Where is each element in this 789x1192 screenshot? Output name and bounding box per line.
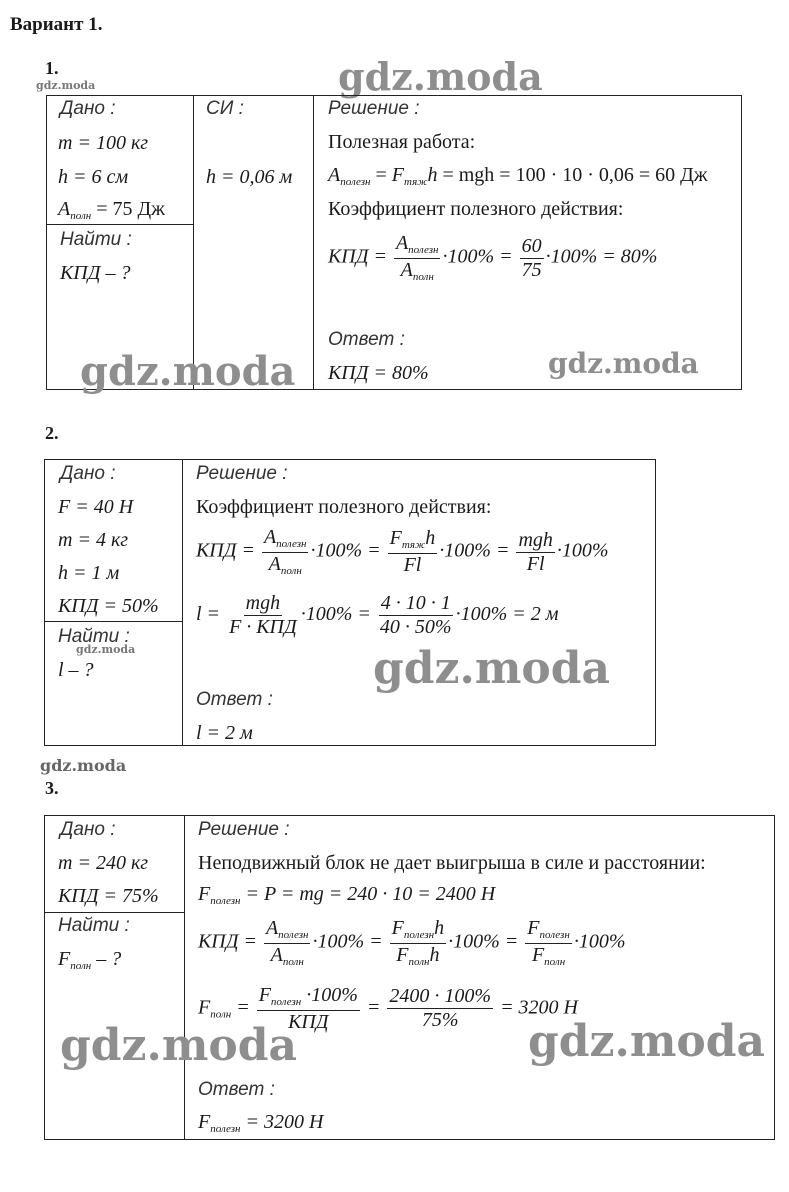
- solution-label: Решение :: [198, 819, 290, 840]
- si-label: СИ :: [206, 98, 244, 119]
- find-value: КПД – ?: [60, 262, 131, 284]
- answer-value: l = 2 м: [196, 722, 253, 744]
- formula-useful-force: $F_{полезн} = P$ = mg = 240 · 10 = 2400 Н: [198, 883, 496, 907]
- solution-label: Решение :: [196, 463, 288, 484]
- divider: [313, 95, 314, 390]
- watermark-big: gdz.moda: [548, 347, 699, 380]
- watermark-small: gdz.moda: [40, 756, 127, 775]
- solution-text: Полезная работа:: [328, 131, 476, 153]
- given-label: Дано :: [60, 463, 116, 484]
- find-label: Найти :: [58, 626, 130, 647]
- divider: [193, 95, 194, 390]
- given-height: h = 1 м: [58, 562, 120, 584]
- problem-2-number: 2.: [45, 423, 59, 443]
- given-force: F = 40 Н: [58, 496, 134, 518]
- answer-value: $F_{полезн} = 3200$ Н: [198, 1111, 324, 1135]
- formula-full-force: $F_{полн}$ = $\frac{F_{полезн} \cdot 100\%}{\text{КПД}}$ = $\frac{2400 \cdot 100\%}{75\%}$ = 3200 Н: [198, 984, 579, 1033]
- formula-efficiency: КПД = $\frac{A_{полезн}}{A_{полн}}$ ·100% = $\frac{F_{тяж}h}{Fl}$ ·100% = $\frac{\text{mgh}}{Fl}$ ·100%: [196, 526, 609, 577]
- given-efficiency: КПД = 50%: [58, 595, 159, 617]
- formula-efficiency: КПД = $\frac{A_{полезн}}{A_{полн}}$ ·100% = $\frac{F_{полезн}h}{F_{полн}h}$ ·100% = $\frac{F_{полезн}}{F_{полн}}$ ·100%: [198, 917, 626, 968]
- find-value: $F_{полн}$ – ?: [58, 948, 122, 972]
- answer-label: Ответ :: [196, 689, 273, 710]
- formula-efficiency: КПД = $\frac{A_{полезн}}{A_{полн}}$ ·100% = $\frac{60}{75}$ ·100% = 80%: [328, 232, 658, 283]
- given-efficiency: КПД = 75%: [58, 885, 159, 907]
- given-mass: m = 4 кг: [58, 529, 129, 551]
- answer-label: Ответ :: [328, 329, 405, 350]
- solution-label: Решение :: [328, 98, 420, 119]
- solution-text: Коэффициент полезного действия:: [196, 496, 492, 518]
- watermark-big: gdz.moda: [528, 1016, 766, 1067]
- solution-text: Коэффициент полезного действия:: [328, 198, 624, 220]
- given-full-work: $A_{полн} = 75$ Дж: [58, 198, 165, 222]
- problem-1-number: 1.: [45, 58, 59, 78]
- watermark-big: gdz.moda: [373, 643, 611, 694]
- divider: [44, 621, 182, 622]
- find-value: l – ?: [58, 659, 94, 681]
- watermark-small: gdz.moda: [76, 643, 136, 656]
- divider: [44, 912, 184, 913]
- given-label: Дано :: [60, 819, 116, 840]
- divider: [46, 224, 193, 225]
- answer-label: Ответ :: [198, 1079, 275, 1100]
- formula-useful-work: $A_{полезн} = F_{тяж}h$ = mgh = 100 · 10 · 0,06 = 60 Дж: [328, 164, 708, 188]
- given-mass: m = 240 кг: [58, 852, 149, 874]
- divider: [182, 459, 183, 746]
- problem-3-number: 3.: [45, 778, 59, 798]
- watermark-big: gdz.moda: [338, 54, 543, 99]
- divider: [184, 815, 185, 1140]
- watermark-small: gdz.moda: [36, 79, 96, 92]
- solution-text: Неподвижный блок не дает выигрыша в силе и расстоянии:: [198, 852, 706, 874]
- answer-value: КПД = 80%: [328, 362, 429, 384]
- find-label: Найти :: [60, 229, 132, 250]
- given-label: Дано :: [60, 98, 116, 119]
- formula-length: l = $\frac{\text{mgh}}{\text{F · КПД}}$ ·100% = $\frac{4 \cdot 10 \cdot 1}{40 \cdot 50\%}$ ·100% = 2 м: [196, 592, 559, 638]
- find-label: Найти :: [58, 915, 130, 936]
- given-mass: m = 100 кг: [58, 132, 149, 154]
- given-height: h = 6 см: [58, 166, 129, 188]
- watermark-big: gdz.moda: [80, 348, 296, 395]
- page-title: Вариант 1.: [10, 14, 103, 35]
- si-height: h = 0,06 м: [206, 166, 293, 188]
- watermark-big: gdz.moda: [60, 1020, 298, 1071]
